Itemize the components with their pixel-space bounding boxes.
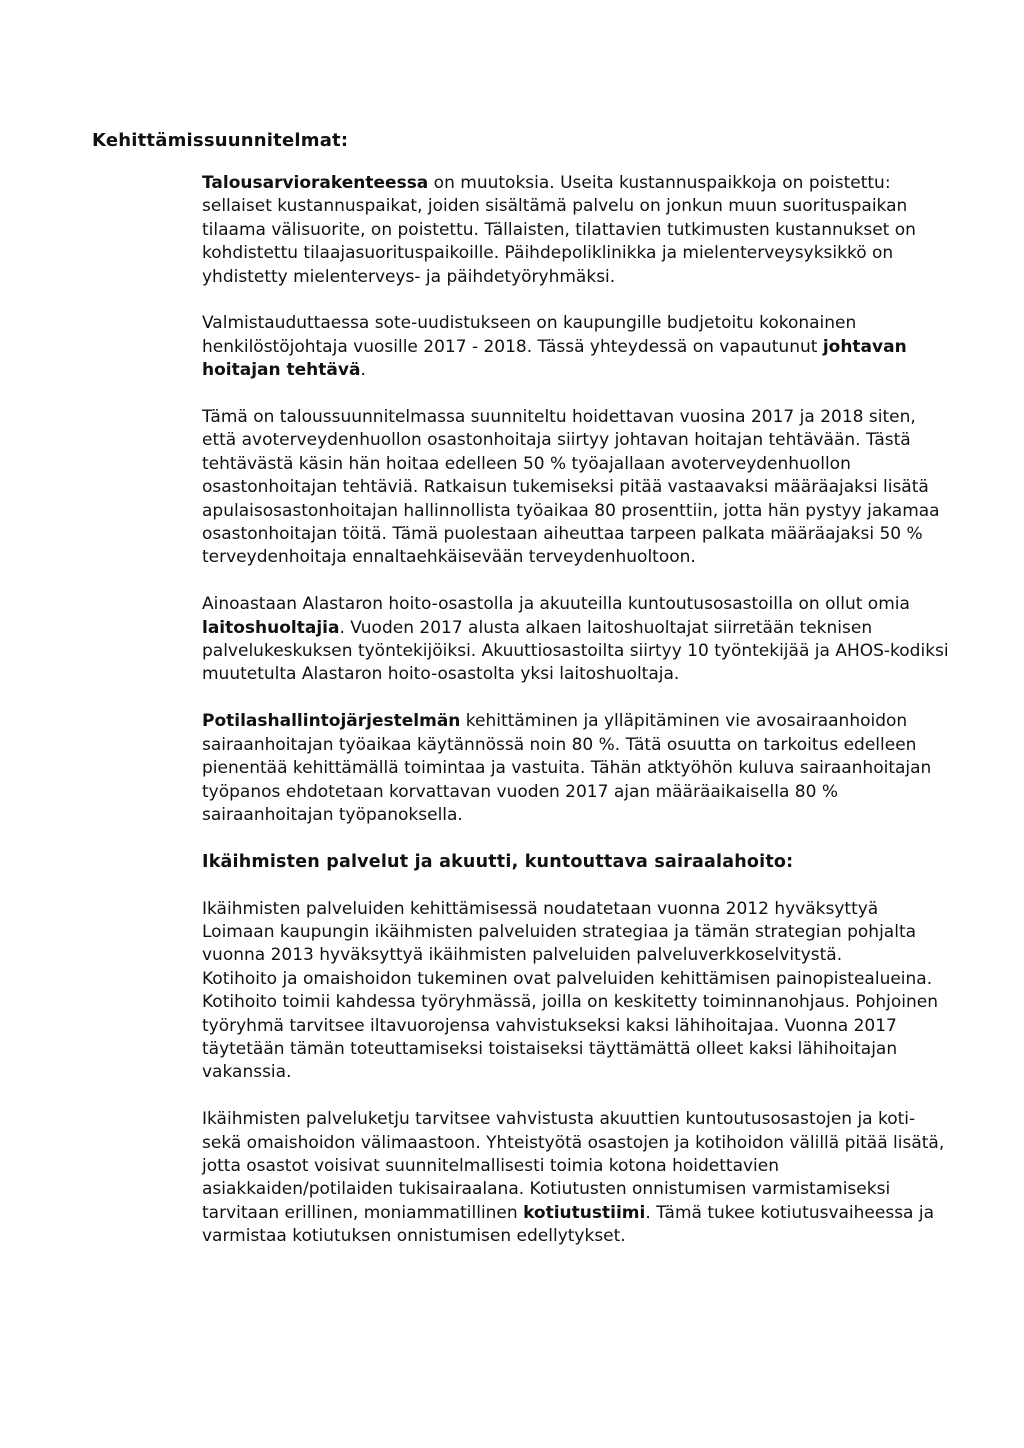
page-heading: Kehittämissuunnitelmat:: [92, 130, 349, 151]
section-subheading: Ikäihmisten palvelut ja akuutti, kuntouttava sairaalahoito:: [202, 851, 794, 872]
document-body: [202, 172, 952, 1272]
bold-term: laitoshuoltajia: [202, 617, 340, 638]
paragraph-text: on muutoksia. Useita kustannuspaikkoja on poistettu: sellaiset kustannuspaikat, joiden sisältämä palvelu on jonkun muun suorituspaikan tilaama välisuorite, on poistettu. Tällaisten, tilattavien tutkimusten kustannukset on kohdistettu tilaajasuorituspaikoille. Päihdepoliklinikka ja mielenterveysyksikkö on yhdistetty mielenterveys- ja päihdetyöryhmäksi.: [202, 173, 916, 287]
paragraph-text: Ikäihmisten palveluketju tarvitsee vahvistusta akuuttien kuntoutusosastojen ja koti- sekä omaishoidon välimaastoon. Yhteistyötä osastojen ja kotihoidon välillä pitää lisätä, jotta osastot voisivat suunnitelmallisesti toimia kotona hoidettavien asiakkaiden/potilaiden tukisairaalana. Kotiutusten onnistumisen varmistamiseksi tarvitaan erillinen, moniammatillinen: [202, 1109, 945, 1223]
bold-term: Potilashallintojärjestelmän: [202, 711, 461, 732]
paragraph-text: .: [360, 360, 366, 381]
paragraph-budget-structure: [202, 172, 952, 289]
paragraph-head-nurse-plan: [202, 406, 952, 570]
bold-term: kotiutustiimi: [523, 1202, 646, 1223]
paragraph-line: Ikäihmisten palveluiden kehittämisessä noudatetaan vuonna 2012 hyväksyttyä Loimaan kaupungin ikäihmisten palveluiden strategiaa ja tämän strategian pohjalta vuonna 2013 hyväksyttyä ikäihmisten palveluiden palveluverkkoselvitystä.: [202, 898, 917, 966]
bold-term: johtavan hoitajan tehtävä: [202, 336, 907, 381]
paragraph-text: Tämä on taloussuunnitelmassa suunniteltu hoidettavan vuosina 2017 ja 2018 siten, että avoterveydenhuollon osastonhoitaja siirtyy johtavan hoitajan tehtävään. Tästä tehtävästä käsin hän hoitaa edelleen 50 % työajallaan avoterveydenhuollon osastonhoitajan tehtäviä. Ratkaisun tukemiseksi pitää vastaavaksi määräajaksi lisätä apulaisosastonhoitajan hallinnollista työaikaa 80 prosenttiin, jotta hän pystyy jakamaa osastonhoitajan töitä. Tämä puolestaan aiheuttaa tarpeen palkata määräajaksi 50 % terveydenhoitaja ennaltaehkäisevään terveydenhuoltoon.: [202, 407, 940, 568]
paragraph-text: kehittäminen ja ylläpitäminen vie avosairaanhoidon sairaanhoitajan työaikaa käytännössä noin 80 %. Tätä osuutta on tarkoitus edelleen pienentää kehittämällä toimintaa ja vastuita. Tähän atktyöhön kuluva sairaanhoitajan työpanos ehdotetaan korvattavan vuoden 2017 ajan määräaikaisella 80 % sairaanhoitajan työpanoksella.: [202, 711, 932, 825]
paragraph-text: Valmistauduttaessa sote-uudistukseen on kaupungille budjetoitu kokonainen henkilöstöjohtaja vuosille 2017 - 2018. Tässä yhteydessä on vapautunut: [202, 313, 857, 357]
paragraph-line: Kotihoito ja omaishoidon tukeminen ovat palveluiden kehittämisen painopistealueina.: [202, 968, 933, 989]
paragraph-text: . Tämä tukee kotiutusvaiheessa ja varmistaa kotiutuksen onnistumisen edellytykset.: [202, 1202, 935, 1247]
paragraph-sote-reform: [202, 312, 952, 382]
paragraph-line: Kotihoito toimii kahdessa työryhmässä, joilla on keskitetty toiminnanohjaus. Pohjoinen työryhmä tarvitsee iltavuorojensa vahvistukseksi kaksi lähihoitajaa. Vuonna 2017 täytetään tämän toteuttamiseksi toistaiseksi täyttämättä olleet kaksi lähihoitajan vakanssia.: [202, 992, 939, 1083]
paragraph-patient-system: [202, 710, 952, 827]
paragraph-elderly-services: [202, 898, 952, 1085]
paragraph-text: . Vuoden 2017 alusta alkaen laitoshuoltajat siirretään teknisen palvelukeskuksen työntekijöiksi. Akuuttiosastoilta siirtyy 10 työntekijää ja AHOS-kodiksi muutetulta Alastaron hoito-osastolta yksi laitoshuoltaja.: [202, 617, 949, 685]
paragraph-cleaning-staff: [202, 593, 952, 687]
bold-term: Talousarviorakenteessa: [202, 173, 429, 193]
paragraph-service-chain: [202, 1108, 952, 1248]
paragraph-text: Ainoastaan Alastaron hoito-osastolla ja akuuteilla kuntoutusosastoilla on ollut omia: [202, 594, 910, 615]
